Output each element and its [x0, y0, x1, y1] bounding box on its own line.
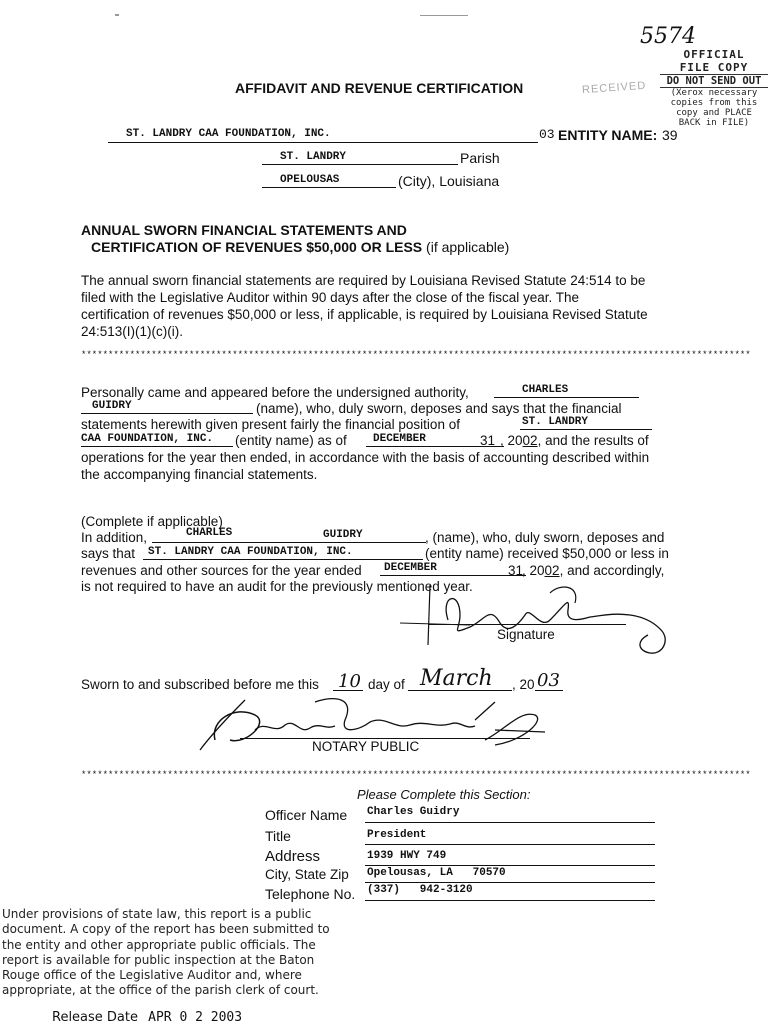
star-divider: ****************************************************************************************************************************	[81, 350, 751, 360]
signature-label: Signature	[497, 627, 555, 642]
affidavit-line4	[235, 432, 347, 449]
handwritten-number: 5574	[640, 24, 696, 49]
sworn-month: March	[420, 666, 493, 691]
field-label: Address	[265, 848, 321, 865]
affidavit-text: Personally came and appeared before the undersigned authority,	[81, 385, 469, 400]
affidavit-line3: statements herewith given present fairly the financial position of	[81, 417, 460, 432]
affidavit-month: DECEMBER	[373, 433, 426, 445]
city-line	[262, 187, 396, 188]
release-date-value: APR 0 2 2003	[148, 1010, 243, 1025]
notice-line: appropriate, at the office of the parish clerk of court.	[2, 983, 319, 998]
certification-text: , and accordingly,	[559, 563, 665, 578]
certification-line1b: , (name), who, duly sworn, deposes and	[425, 530, 665, 545]
scan-mark	[420, 15, 468, 16]
entity-name-value: ST. LANDRY CAA FOUNDATION, INC.	[126, 128, 331, 140]
affidavit-line6: the accompanying financial statements.	[81, 467, 318, 482]
cert-name-first: CHARLES	[186, 527, 233, 539]
statute-paragraph	[81, 272, 701, 340]
parish-value: ST. LANDRY	[280, 151, 347, 163]
notice-line: document. A copy of the report has been submitted to	[2, 922, 330, 937]
field-label: Officer Name	[265, 807, 348, 823]
stamp-line: FILE COPY	[679, 61, 749, 74]
received-stamp: RECEIVED	[581, 79, 647, 97]
section-heading-line2	[91, 239, 509, 255]
paragraph-line: certification of revenues $50,000 or less, if applicable, is required by Louisiana Revised Statute	[81, 307, 648, 322]
cert-day: 31	[508, 563, 524, 578]
release-date	[52, 1010, 242, 1025]
affidavit-year	[500, 432, 649, 449]
field-value: President	[367, 829, 427, 841]
official-stamp	[660, 48, 768, 128]
city-label: (City), Louisiana	[398, 173, 500, 189]
year-prefix: , 20	[500, 433, 523, 448]
stamp-line: OFFICIAL	[683, 48, 745, 61]
cert-month: DECEMBER	[384, 562, 437, 574]
field-label: Telephone No.	[265, 886, 356, 902]
field-row	[265, 806, 665, 826]
affidavit-line2: (name), who, duly sworn, deposes and says that the financial	[256, 401, 622, 416]
cert-name-line	[152, 542, 426, 543]
cert-name-last: GUIDRY	[323, 529, 363, 541]
field-value: Opelousas, LA 70570	[367, 867, 506, 879]
cert-entity-line	[143, 559, 423, 560]
year-prefix: , 20	[522, 563, 545, 578]
field-row	[265, 884, 665, 904]
complete-section-heading: Please Complete this Section:	[357, 787, 531, 802]
year-suffix: 02	[522, 433, 538, 448]
section-heading-suffix: (if applicable)	[426, 239, 510, 255]
entity-part1-line	[520, 429, 652, 430]
affidavit-text: , and the results of	[537, 433, 649, 448]
cert-entity: ST. LANDRY CAA FOUNDATION, INC.	[148, 546, 353, 558]
certification-line3a: revenues and other sources for the year ended	[81, 563, 362, 578]
paragraph-line: 24:513(I)(1)(c)(i).	[81, 324, 184, 339]
notice-line: the entity and other appropriate public officials. The	[2, 937, 316, 952]
stamp-line: copy and PLACE	[676, 108, 752, 118]
year-suffix: 02	[544, 563, 560, 578]
entity-number: 39	[662, 127, 678, 143]
officer-signature-image	[400, 575, 680, 660]
stamp-line: DO NOT SEND OUT	[660, 74, 768, 88]
affidavit-text: (entity name) as of	[235, 433, 347, 448]
entity-prefix: 03	[539, 127, 555, 142]
parish-line	[262, 164, 458, 165]
field-underline	[365, 844, 655, 845]
public-document-notice	[2, 907, 330, 999]
sworn-text: Sworn to and subscribed before me this	[81, 677, 319, 692]
notice-line: Under provisions of state law, this report is a public	[2, 907, 312, 921]
certification-line4: is not required to have an audit for the previously mentioned year.	[81, 579, 473, 594]
signature-line	[428, 624, 626, 625]
city-value: OPELOUSAS	[280, 174, 340, 186]
document-title: AFFIDAVIT AND REVENUE CERTIFICATION	[235, 80, 524, 96]
paragraph-line: The annual sworn financial statements are required by Louisiana Revised Statute 24:514 to be	[81, 273, 646, 288]
affidavit-entity-part1: ST. LANDRY	[522, 416, 589, 428]
field-underline	[365, 882, 655, 883]
sworn-year: 03	[537, 670, 560, 691]
notice-line: Rouge office of the Legislative Auditor and, where	[2, 968, 302, 983]
affidavit-name-first: CHARLES	[522, 384, 569, 396]
stamp-line: BACK in FILE)	[678, 118, 750, 128]
field-row	[265, 827, 665, 847]
notice-line: report is available for public inspection at the Baton	[2, 952, 315, 967]
certification-line2a: says that	[81, 546, 136, 561]
certification-line1: In addition,	[81, 530, 148, 545]
certification-note: (Complete if applicable)	[81, 514, 223, 529]
field-underline	[365, 900, 655, 901]
entity-name-line	[108, 142, 538, 143]
field-label: Title	[265, 828, 291, 844]
release-label: Release Date	[52, 1010, 138, 1025]
star-divider: ****************************************************************************************************************************	[81, 770, 751, 780]
paragraph-line: filed with the Legislative Auditor within 90 days after the close of the fiscal year. The	[81, 290, 580, 305]
stamp-line: (Xerox necessary	[670, 88, 758, 98]
notary-label: NOTARY PUBLIC	[312, 739, 420, 754]
certification-line2b: (entity name) received $50,000 or less in	[425, 546, 669, 561]
affidavit-name-last: GUIDRY	[92, 400, 132, 412]
sworn-text3: , 20	[512, 677, 535, 692]
field-row	[265, 866, 665, 886]
affidavit-line5: operations for the year then ended, in accordance with the basis of accounting described within	[81, 450, 650, 465]
entity-part2-line	[81, 446, 233, 447]
sworn-text2: day of	[368, 677, 405, 692]
stamp-line: copies from this	[670, 98, 758, 108]
parish-label: Parish	[460, 150, 500, 166]
field-row	[265, 848, 665, 868]
field-value: Charles Guidry	[367, 806, 460, 818]
field-underline	[365, 822, 655, 823]
affidavit-line1	[81, 384, 469, 401]
section-heading-line1: ANNUAL SWORN FINANCIAL STATEMENTS AND	[81, 222, 407, 238]
sworn-day: 10	[338, 671, 361, 692]
scan-mark	[115, 14, 119, 16]
name-first-line	[494, 397, 639, 398]
field-value: 1939 HWY 749	[367, 850, 447, 862]
affidavit-entity-part2: CAA FOUNDATION, INC.	[81, 433, 214, 445]
field-label: City, State Zip	[265, 867, 349, 882]
field-value: (337) 942-3120	[367, 884, 473, 896]
affidavit-day: 31	[480, 433, 496, 448]
name-last-line	[81, 413, 253, 414]
entity-name-label: ENTITY NAME:	[558, 127, 658, 143]
section-heading-bold: CERTIFICATION OF REVENUES $50,000 OR LESS	[91, 239, 423, 255]
